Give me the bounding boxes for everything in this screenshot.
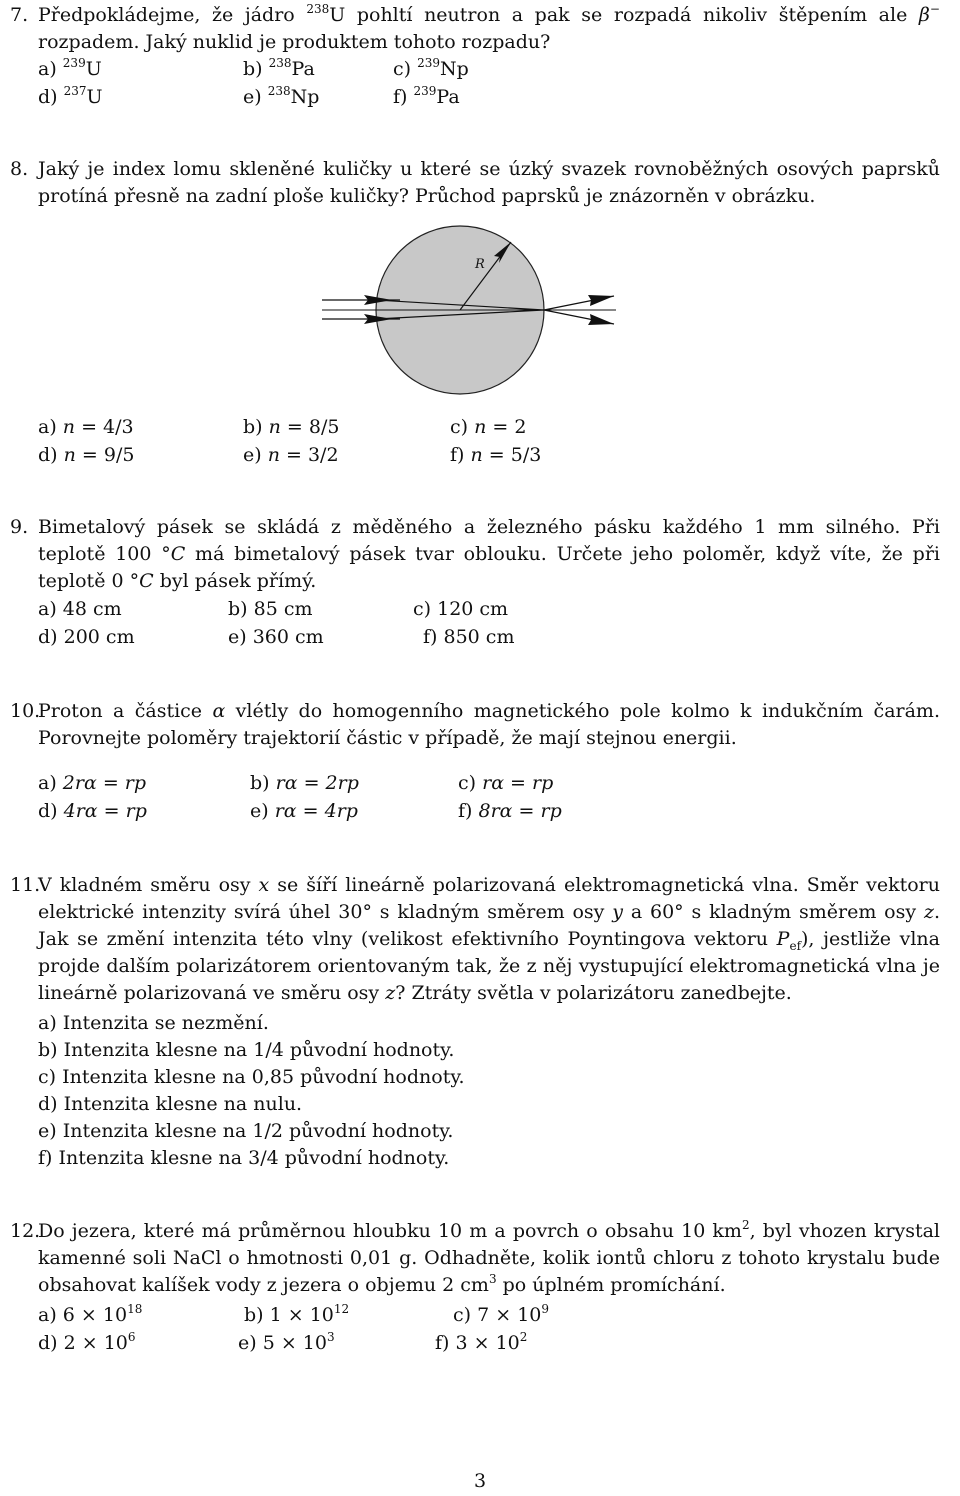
answer-option: b) $1 \times 10^{12}$ xyxy=(244,1301,350,1326)
answer-option: e) rα = 4rp xyxy=(250,800,358,822)
answer-option: d) 200 cm xyxy=(38,626,135,648)
answer-option: a) 2rα = rp xyxy=(38,772,147,794)
answer-option: c) $^{239}$Np xyxy=(393,55,469,80)
answer-option: a) 48 cm xyxy=(38,598,122,620)
question-text: Jaký je index lomu skleněné kuličky u které se úzký svazek rovnoběžných osových paprsků protíná přesně na zadní ploše kuličky? Průchod paprsků je znázorněn v obrázku. xyxy=(38,158,940,207)
question-number: 8. xyxy=(10,158,29,180)
arrow-icon xyxy=(588,314,614,325)
answer-option: c) 120 cm xyxy=(413,598,509,620)
answer-option: a) Intenzita se nezmění. xyxy=(38,1012,269,1034)
answer-option: f) Intenzita klesne na 3/4 původní hodnoty. xyxy=(38,1147,450,1169)
answer-option: b) rα = 2rp xyxy=(250,772,359,794)
answer-option: b) n = 8/5 xyxy=(243,416,340,438)
answer-option: b) Intenzita klesne na 1/4 původní hodnoty. xyxy=(38,1039,455,1061)
answer-option: a) n = 4/3 xyxy=(38,416,134,438)
question-text: Proton a částice α vlétly do homogenního magnetického pole kolmo k indukčním čarám. Porovnejte poloměry trajektorií částic v případě, že mají stejnou energii. xyxy=(38,700,940,749)
answer-option: d) $2 \times 10^6$ xyxy=(38,1329,136,1354)
question-9 xyxy=(10,514,940,595)
answer-option: e) $^{238}$Np xyxy=(243,83,320,108)
radius-label: R xyxy=(475,257,485,272)
question-text: Do jezera, které má průměrnou hloubku 10 m a povrch o obsahu 10 $km^2$, byl vhozen krystal kamenné soli NaCl o hmotnosti 0,01 g. Odhadněte, kolik iontů chloru z tohoto krystalu bude obsahovat kalíšek vody z jezera o objemu 2 $cm^3$ po úplném promíchání. xyxy=(38,1217,940,1296)
question-12 xyxy=(10,1218,940,1299)
question-11 xyxy=(10,872,940,1007)
answer-option: e) $5 \times 10^3$ xyxy=(238,1329,335,1354)
question-number: 9. xyxy=(10,516,29,538)
answer-option: f) 850 cm xyxy=(423,626,515,648)
answer-option: f) $3 \times 10^2$ xyxy=(435,1329,528,1354)
answer-list xyxy=(38,1010,465,1172)
question-number: 10. xyxy=(10,700,41,722)
question-10 xyxy=(10,698,940,752)
answer-option: f) $^{239}$Pa xyxy=(393,83,460,108)
answer-option: d) 4rα = rp xyxy=(38,800,147,822)
answer-option: e) 360 cm xyxy=(228,626,324,648)
answer-option: a) $6 \times 10^{18}$ xyxy=(38,1301,143,1326)
answer-option: c) $7 \times 10^9$ xyxy=(453,1301,550,1326)
question-number: 12. xyxy=(10,1220,41,1242)
question-8 xyxy=(10,156,940,210)
answer-option: c) n = 2 xyxy=(450,416,527,438)
answer-option: e) Intenzita klesne na 1/2 původní hodnoty. xyxy=(38,1120,454,1142)
answer-option: e) n = 3/2 xyxy=(243,444,339,466)
arrow-icon xyxy=(588,295,614,306)
answer-option: c) Intenzita klesne na 0,85 původní hodnoty. xyxy=(38,1066,465,1088)
page-number: 3 xyxy=(473,1470,487,1492)
glass-sphere-figure xyxy=(300,220,630,400)
answer-option: d) Intenzita klesne na nulu. xyxy=(38,1093,303,1115)
answer-option: d) $^{237}$U xyxy=(38,83,103,108)
answer-option: c) rα = rp xyxy=(458,772,554,794)
question-text: V kladném směru osy x se šíří lineárně polarizovaná elektromagnetická vlna. Směr vektoru elektrické intenzity svírá úhel 30° s kladným směrem osy y a 60° s kladným směrem osy z. Jak se změní intenzita této vlny (velikost efektivního Poyntingova vektoru $P_{ef}$), jestliže vlna projde dalším polarizátorem orientovaným tak, že z něj vystupující elektromagnetická vlna je lineárně polarizovaná ve směru osy z? Ztráty světla v polarizátoru zanedbejte. xyxy=(38,874,941,1004)
question-text: Předpokládejme, že jádro $^{238}$U pohltí neutron a pak se rozpadá nikoliv štěpením ale β− rozpadem. Jaký nuklid je produktem tohoto rozpadu? xyxy=(38,1,940,53)
question-7 xyxy=(10,2,940,56)
answer-option: f) 8rα = rp xyxy=(458,800,562,822)
question-text: Bimetalový pásek se skládá z měděného a železného pásku každého 1 mm silného. Při teplotě 100 °C má bimetalový pásek tvar oblouku. Určete jeho poloměr, když víte, že při teplotě 0 °C byl pásek přímý. xyxy=(38,516,940,592)
answer-option: f) n = 5/3 xyxy=(450,444,542,466)
answer-option: b) $^{238}$Pa xyxy=(243,55,315,80)
question-number: 7. xyxy=(10,4,29,26)
answer-option: d) n = 9/5 xyxy=(38,444,135,466)
question-number: 11. xyxy=(10,874,41,896)
answer-option: a) $^{239}$U xyxy=(38,55,102,80)
answer-option: b) 85 cm xyxy=(228,598,313,620)
